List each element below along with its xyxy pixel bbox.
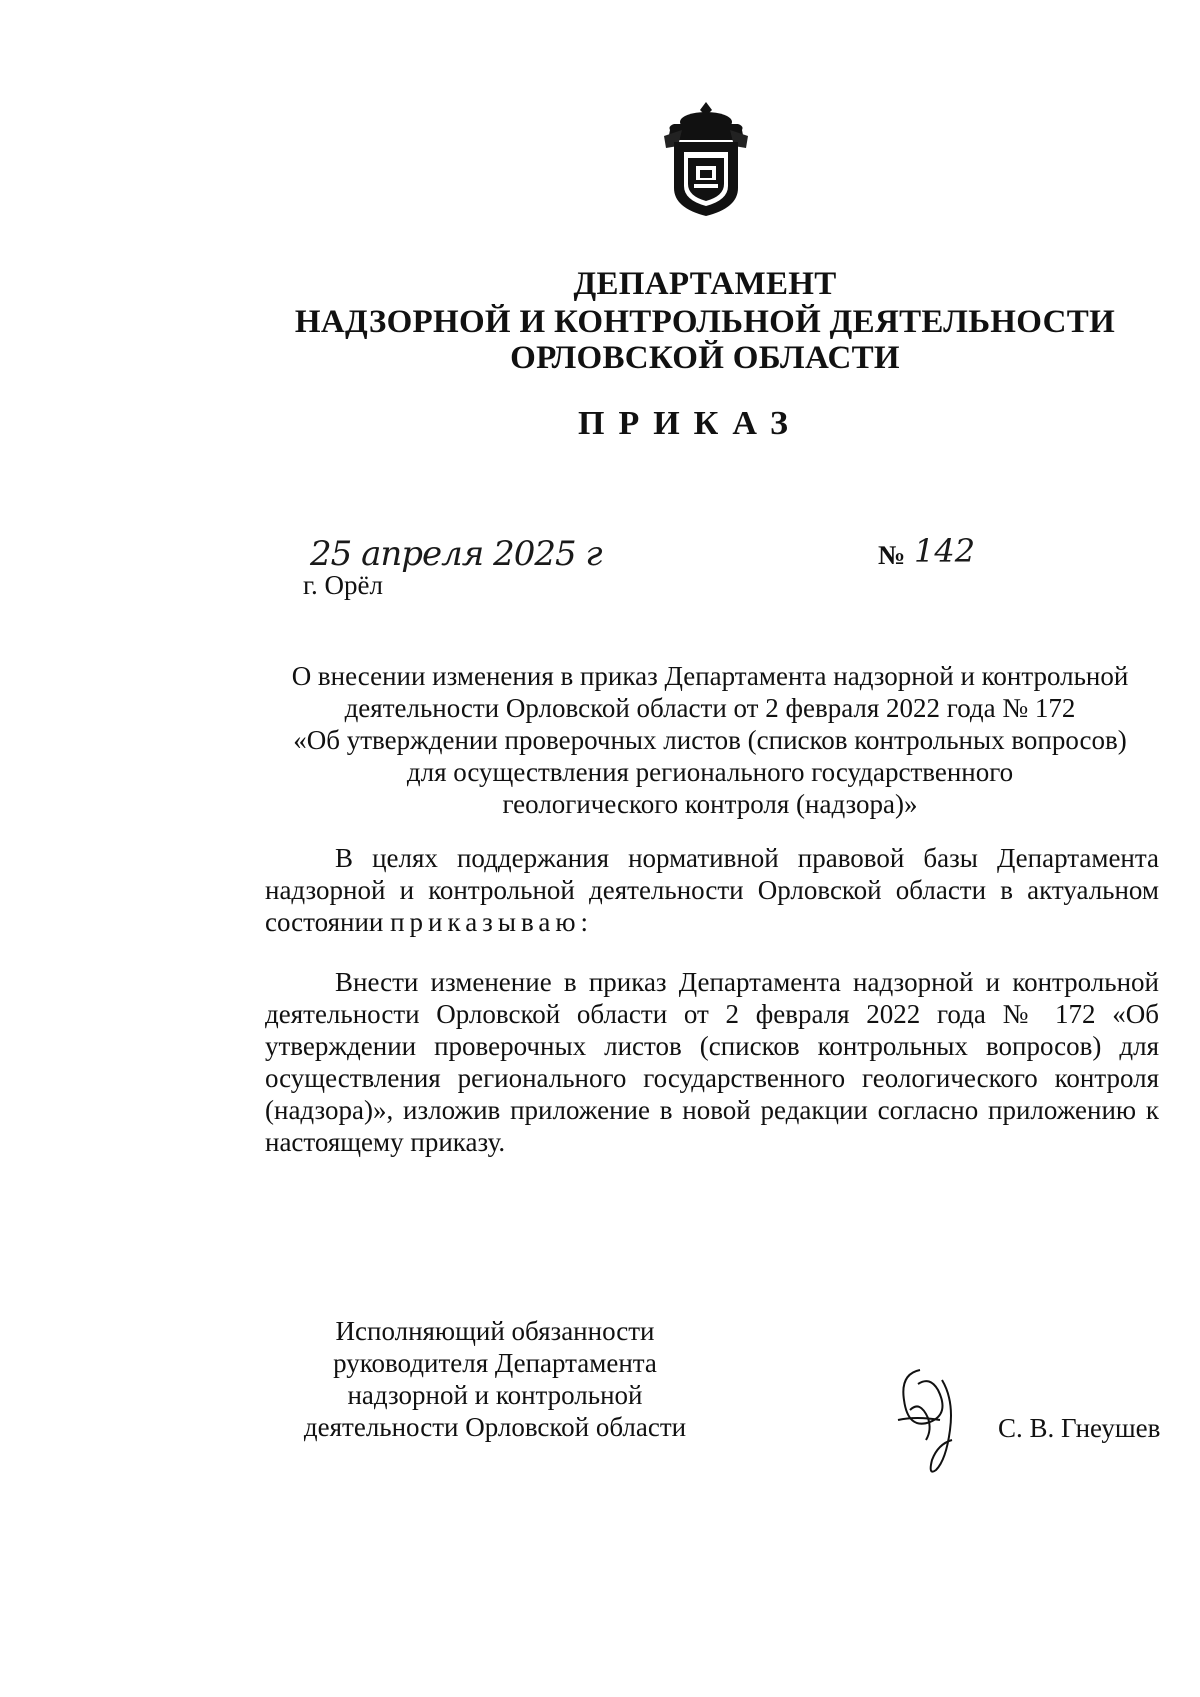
org-name-line-2: НАДЗОРНОЙ И КОНТРОЛЬНОЙ ДЕЯТЕЛЬНОСТИ: [294, 304, 1116, 340]
document-title: ПРИКАЗ: [578, 405, 802, 442]
subject-line: для осуществления регионального государственного: [406, 757, 1014, 787]
position-line: надзорной и контрольной: [347, 1380, 643, 1410]
subject-line: деятельности Орловской области от 2 февраля 2022 года № 172: [344, 693, 1076, 723]
number-label: №: [878, 540, 906, 570]
city: г. Орёл: [303, 570, 383, 600]
handwritten-number: 142: [914, 532, 976, 570]
subject-line: О внесении изменения в приказ Департамента надзорной и контрольной: [291, 661, 1129, 691]
subject-line: геологического контроля (надзора)»: [502, 789, 918, 819]
signatory-position: [290, 1315, 700, 1443]
org-name-line-3: ОРЛОВСКОЙ ОБЛАСТИ: [510, 340, 900, 376]
preamble-text: В целях поддержания нормативной правовой базы Департамента надзорной и контрольной деятельности Орловской области в актуальном состоянии: [265, 843, 1159, 937]
signature-icon: [880, 1360, 980, 1480]
preamble-paragraph: [265, 842, 1159, 938]
order-subject: [280, 660, 1140, 820]
org-name-line-1: ДЕПАРТАМЕНТ: [573, 266, 837, 302]
position-line: руководителя Департамента: [333, 1348, 657, 1378]
subject-line: «Об утверждении проверочных листов (списков контрольных вопросов): [293, 725, 1127, 755]
order-keyword: приказываю:: [390, 907, 594, 937]
position-line: Исполняющий обязанности: [335, 1316, 655, 1346]
position-line: деятельности Орловской области: [303, 1412, 687, 1442]
coat-of-arms-emblem-icon: [660, 100, 752, 218]
handwritten-date: 25 апреля 2025 г: [310, 534, 602, 574]
order-paragraph: Внести изменение в приказ Департамента надзорной и контрольной деятельности Орловской области от 2 февраля 2022 года № 172 «Об утверждении проверочных листов (списков контрольных вопросов) для осуществления регионального государственного геологического контроля (надзора)», изложив приложение в новой редакции согласно приложению к настоящему приказу.: [265, 967, 1159, 1157]
signatory-name: С. В. Гнеушев: [998, 1413, 1161, 1443]
